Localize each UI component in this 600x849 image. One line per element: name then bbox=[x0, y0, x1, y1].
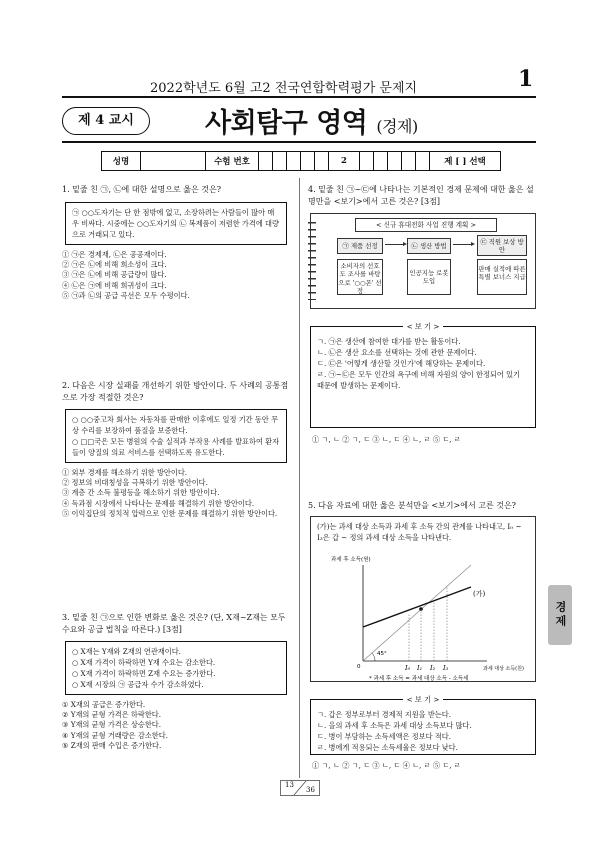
origin-label: 0 bbox=[357, 664, 361, 670]
q5-passage-box bbox=[310, 516, 536, 682]
option[interactable]: ④ Y재의 균형 거래량은 감소한다. bbox=[62, 730, 168, 740]
exam-number-digit: 2 bbox=[329, 152, 360, 170]
step-1-body: 소비자의 선호도 조사를 바탕으로 '○○폰' 선정 bbox=[337, 259, 383, 295]
question-1 bbox=[62, 184, 290, 301]
option[interactable]: ① X재의 공급은 증가한다. bbox=[62, 700, 146, 709]
exam-number-box[interactable] bbox=[301, 152, 315, 170]
q3-title: 3. 밑줄 친 ㉠으로 인한 변화로 옳은 것은? (단, X재~Z재는 모두 수요와 공급 법칙을 따른다.) [3점] bbox=[62, 613, 286, 634]
q2-title: 2. 다음은 시장 실패를 개선하기 위한 방안이다. 두 사례의 공통점으로 가장 적절한 것은? bbox=[62, 381, 289, 402]
q3-item: ○ X재 가격이 하락하면 Y재 수요는 감소한다. bbox=[72, 658, 216, 667]
bogi-item: ㄷ. 병이 부담하는 소득세액은 정보다 적다. bbox=[317, 732, 452, 741]
option[interactable]: ③ ㉠은 ㉡에 비해 공급량이 많다. bbox=[62, 270, 167, 280]
bogi-item: ㄱ. ㉠은 생산에 참여한 대가를 받는 활동이다. bbox=[317, 337, 461, 346]
period-badge: 제 4 교시 bbox=[62, 107, 150, 135]
bogi-item: ㄱ. 갑은 정부로부터 경제적 지원을 받는다. bbox=[317, 710, 452, 719]
exam-number-box[interactable] bbox=[374, 152, 388, 170]
q3-item: ○ X재는 Y재와 Z재의 연관재이다. bbox=[72, 647, 181, 656]
q4-plan-diagram bbox=[310, 213, 536, 309]
bogi-item: ㄴ. ㉡은 생산 요소를 선택하는 것에 관한 문제이다. bbox=[317, 348, 477, 357]
q2-options bbox=[62, 468, 290, 519]
question-2 bbox=[62, 380, 290, 519]
choice-label: 제 [ ] 선택 bbox=[444, 157, 486, 167]
page-number: 1 bbox=[518, 66, 534, 92]
exam-number-box[interactable] bbox=[360, 152, 374, 170]
column-divider bbox=[299, 178, 300, 778]
q5-answer-choices[interactable]: ① ㄱ, ㄴ ② ㄱ, ㄷ ③ ㄴ, ㄷ ④ ㄴ, ㄹ ⑤ ㄷ, ㄹ bbox=[312, 761, 461, 770]
exam-number-box[interactable] bbox=[259, 152, 273, 170]
question-4 bbox=[308, 184, 538, 208]
bogi-label: < 보 기 > bbox=[403, 695, 444, 704]
curve-ga bbox=[363, 587, 471, 627]
q2-case: ○ ○○중고차 회사는 자동차를 판매한 이후에도 일정 기간 동안 무상 수리를 보장하여 품질을 보증한다. bbox=[72, 415, 279, 435]
option[interactable]: ② Y재의 균형 가격은 하락한다. bbox=[62, 710, 161, 720]
q5-tax-graph bbox=[321, 551, 527, 683]
graph-note: * 과세 후 소득 = 과세 대상 소득 - 소득세 bbox=[369, 676, 469, 682]
bogi-item: ㄹ. ㉠~㉢은 모두 인간의 욕구에 비해 자원의 양이 한정되어 있기 때문에 발생하는 문제이다. bbox=[317, 370, 520, 390]
q5-bogi-box bbox=[310, 695, 536, 755]
subject-side-tab: 경제 bbox=[548, 585, 572, 645]
plan-title: < 신규 휴대전화 사업 진행 계획 > bbox=[355, 218, 497, 232]
tick-i1: I₁ bbox=[417, 664, 423, 672]
option[interactable]: ② ㉠은 ㉡에 비해 희소성이 크다. bbox=[62, 260, 167, 270]
info-row bbox=[101, 151, 501, 171]
q4-bogi-box bbox=[310, 322, 536, 428]
step-2-body: 인공지능 로봇 도입 bbox=[407, 259, 451, 295]
header-rule bbox=[62, 96, 536, 98]
step-2-head: ㉡ 생산 방법 bbox=[407, 238, 451, 254]
step-3-head: ㉢ 직원 보상 방안 bbox=[477, 235, 527, 256]
q3-options bbox=[62, 700, 290, 751]
subject-rule bbox=[62, 141, 536, 143]
exam-number-box[interactable] bbox=[287, 152, 301, 170]
tick-i3: I₃ bbox=[443, 664, 449, 672]
q4-title: 4. 밑줄 친 ㉠~㉢에 나타나는 기본적인 경제 문제에 대한 옳은 설명만을 <보기>에서 고른 것은? [3점] bbox=[308, 185, 534, 206]
bogi-label: < 보 기 > bbox=[403, 322, 444, 331]
x-axis-label: 과세 대상 소득(원) bbox=[483, 666, 524, 672]
q2-case: ○ □□국은 모든 병원의 수술 실적과 부작용 사례를 발표하여 환자들이 양질의 의료 서비스를 선택하도록 유도한다. bbox=[72, 437, 280, 457]
angle-label: 45° bbox=[377, 651, 387, 657]
name-label: 성명 bbox=[102, 152, 141, 170]
angle-arc bbox=[372, 653, 375, 661]
exam-number-box[interactable] bbox=[416, 152, 430, 170]
name-field[interactable] bbox=[141, 152, 206, 170]
option[interactable]: ⑤ 이익집단의 정치적 압력으로 인한 문제를 해결하기 위한 방안이다. bbox=[62, 508, 278, 518]
exam-number-box[interactable] bbox=[402, 152, 416, 170]
footer-page-indicator bbox=[280, 780, 320, 796]
y-axis-label: 과세 후 소득(원) bbox=[331, 557, 371, 563]
q3-passage bbox=[65, 641, 287, 695]
exam-title: 2022학년도 6월 고2 전국연합학력평가 문제지 bbox=[150, 81, 418, 96]
question-3 bbox=[62, 612, 290, 751]
subject-name: 사회탐구 영역 bbox=[205, 108, 368, 139]
exam-number-label: 수험 번호 bbox=[206, 152, 259, 170]
q1-passage: ㉠ ○○도자기는 단 한 점밖에 없고, 소장하려는 사람들이 많아 매우 비싸다. 시중에는 ○○도자기의 ㉡ 복제품이 저렴한 가격에 대량으로 거래되고 있다. bbox=[65, 202, 287, 245]
option[interactable]: ③ 계층 간 소득 불평등을 해소하기 위한 방안이다. bbox=[62, 488, 220, 498]
tick-i0: I₀ bbox=[405, 664, 411, 672]
bogi-item: ㄷ. ㉢은 '어떻게 생산할 것인가'에 해당하는 문제이다. bbox=[317, 359, 486, 368]
option[interactable]: ④ 독과점 시장에서 나타나는 문제를 해결하기 위한 방안이다. bbox=[62, 498, 255, 508]
arrow-icon bbox=[453, 244, 473, 245]
exam-number-box[interactable] bbox=[315, 152, 329, 170]
bogi-item: ㄴ. 을의 과세 후 소득은 과세 대상 소득보다 많다. bbox=[317, 721, 472, 730]
q2-passage bbox=[65, 409, 287, 463]
arrow-icon bbox=[385, 244, 405, 245]
q3-item: ○ X재 시장의 ㉠ 공급자 수가 감소하였다. bbox=[72, 680, 204, 689]
q3-item: ○ X재 가격이 하락하면 Z재 수요는 증가한다. bbox=[72, 669, 216, 678]
subject-title bbox=[205, 101, 418, 140]
q4-answer-choices[interactable]: ① ㄱ, ㄴ ② ㄱ, ㄷ ③ ㄴ, ㄷ ④ ㄴ, ㄹ ⑤ ㄷ, ㄹ bbox=[312, 435, 461, 444]
option[interactable]: ③ Y재의 균형 가격은 상승한다. bbox=[62, 720, 161, 730]
option[interactable]: ① ㉠은 경제재, ㉡은 공공재이다. bbox=[62, 250, 167, 259]
exam-number-box[interactable] bbox=[273, 152, 287, 170]
option[interactable]: ④ ㉡은 ㉠에 비해 희귀성이 크다. bbox=[62, 280, 167, 290]
step-1-head: ㉠ 제품 선정 bbox=[337, 238, 383, 254]
curve-label: (가) bbox=[473, 590, 486, 598]
option[interactable]: ② 정보의 비대칭성을 극복하기 위한 방안이다. bbox=[62, 478, 208, 488]
q1-options bbox=[62, 250, 290, 301]
q5-title: 5. 다음 자료에 대한 옳은 분석만을 <보기>에서 고른 것은? bbox=[308, 501, 516, 510]
option[interactable]: ⑤ ㉠과 ㉡의 공급 곡선은 모두 수평이다. bbox=[62, 290, 190, 300]
exam-number-box[interactable] bbox=[388, 152, 402, 170]
option[interactable]: ① 외부 경제를 해소하기 위한 방안이다. bbox=[62, 468, 188, 477]
footer-page: 13 bbox=[285, 781, 294, 789]
45-degree-line bbox=[363, 565, 471, 661]
q1-title: 1. 밑줄 친 ㉠, ㉡에 대한 설명으로 옳은 것은? bbox=[62, 185, 221, 194]
binder-rings-icon bbox=[308, 222, 316, 300]
q5-passage: (가)는 과세 대상 소득과 과세 후 소득 간의 관계를 나타내고, I₀ ~ I₃은 갑 ~ 정의 과세 대상 소득을 나타낸다. bbox=[317, 522, 522, 542]
option[interactable]: ⑤ Z재의 판매 수입은 증가한다. bbox=[62, 740, 162, 750]
step-3-body: 판매 실적에 따른 특별 보너스 지급 bbox=[477, 259, 527, 295]
question-5 bbox=[308, 500, 538, 512]
bogi-item: ㄹ. 병에게 적용되는 소득세율은 정보다 낮다. bbox=[317, 743, 458, 752]
tick-i2: I₂ bbox=[430, 664, 436, 672]
subject-sub: (경제) bbox=[376, 117, 418, 136]
arrow-head-icon bbox=[471, 242, 475, 246]
footer-total: 36 bbox=[306, 786, 315, 794]
